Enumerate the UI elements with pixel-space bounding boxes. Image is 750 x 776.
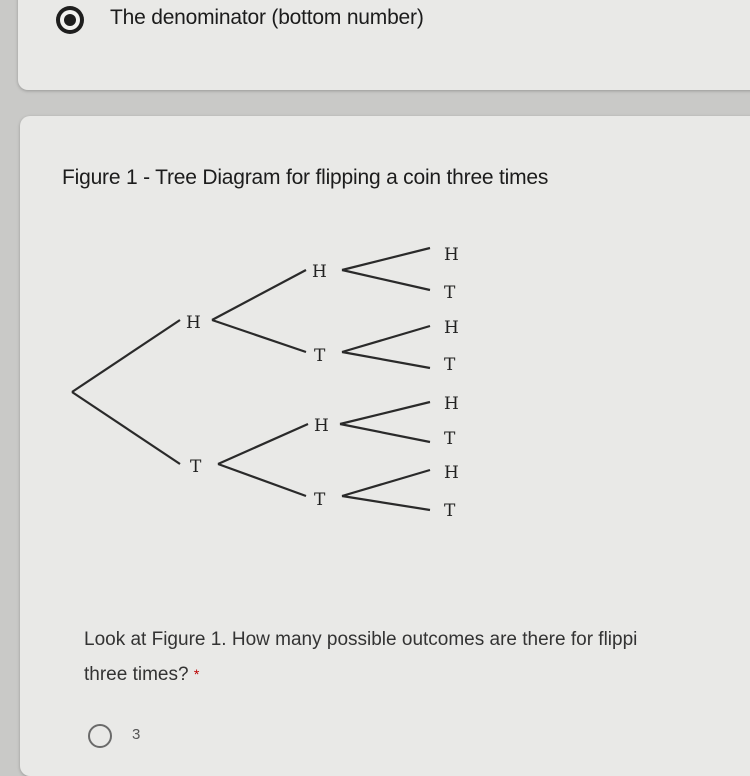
node-label-l3: T (444, 355, 456, 375)
node-label-l3: H (444, 245, 459, 265)
branch-hh-h (342, 248, 430, 270)
selected-option-label: The denominator (bottom number) (110, 6, 424, 29)
branch-t-t (218, 464, 306, 496)
node-label-l1: H (186, 313, 201, 333)
node-label-l3: T (444, 429, 456, 449)
node-label-l3: T (444, 283, 456, 303)
node-label-l2: H (314, 416, 329, 436)
branch-th-h (340, 402, 430, 424)
branch-t-h (218, 424, 308, 464)
question-text (84, 622, 750, 692)
required-marker: * (193, 666, 200, 682)
node-label-l3: H (444, 318, 459, 338)
branch-root-t (72, 392, 180, 464)
node-label-l2: H (312, 262, 327, 282)
question-line-2 (84, 657, 750, 692)
question-line-1: Look at Figure 1. How many possible outcomes are there for flippi (84, 629, 638, 650)
branch-ht-h (342, 326, 430, 352)
branch-h-h (212, 270, 306, 320)
branch-hh-t (342, 270, 430, 290)
node-label-l3: T (444, 501, 456, 521)
branch-h-t (212, 320, 306, 352)
node-label-l3: H (444, 394, 459, 414)
question-line-2-text: three times? (84, 664, 189, 685)
option-label: 3 (132, 726, 141, 743)
option-radio-button[interactable] (88, 724, 112, 748)
node-label-l3: H (444, 463, 459, 483)
node-label-l2: T (314, 490, 326, 510)
branch-ht-t (342, 352, 430, 368)
branch-th-t (340, 424, 430, 442)
branch-tt-t (342, 496, 430, 510)
branch-root-h (72, 320, 180, 392)
figure-title: Figure 1 - Tree Diagram for flipping a coin three times (62, 166, 549, 189)
branch-tt-h (342, 470, 430, 496)
node-label-l2: T (314, 346, 326, 366)
node-label-l1: T (190, 457, 202, 477)
